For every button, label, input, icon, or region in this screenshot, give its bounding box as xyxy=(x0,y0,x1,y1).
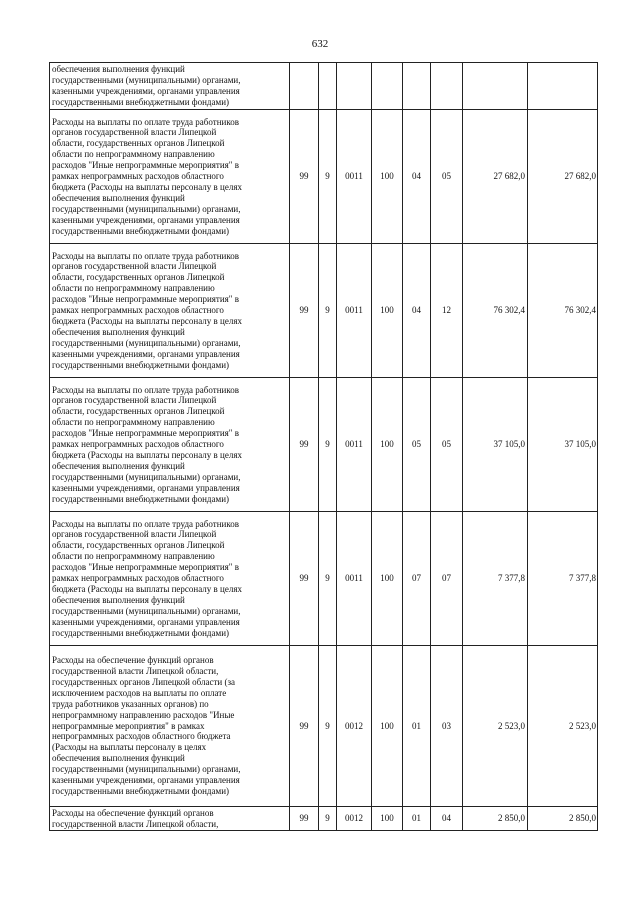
budget-table xyxy=(49,62,598,831)
description-line: государственными (муниципальными) органами, xyxy=(52,75,241,86)
amount-delegated: 7 377,8 xyxy=(528,512,598,646)
amount-total: 7 377,8 xyxy=(463,512,528,646)
description-line: государственными внебюджетными фондами) xyxy=(52,96,230,107)
code-division xyxy=(403,63,431,110)
description-line: Расходы на выплаты по оплате труда работников xyxy=(52,518,239,529)
description-line: органов государственной власти Липецкой xyxy=(52,261,217,272)
description-line: государственными (муниципальными) органами, xyxy=(52,337,241,348)
code-target xyxy=(337,63,372,110)
description-line: области, государственных органов Липецкой xyxy=(52,540,225,551)
description-line: государственными (муниципальными) органами, xyxy=(52,764,241,775)
row-description xyxy=(50,378,290,512)
row-description xyxy=(50,807,290,831)
code-subdivision: 12 xyxy=(431,244,463,378)
description-line: обеспечения выполнения функций xyxy=(52,460,185,471)
code-target: 0011 xyxy=(337,110,372,244)
table-row xyxy=(50,807,598,831)
code-expense-type: 100 xyxy=(372,512,403,646)
row-description xyxy=(50,244,290,378)
code-target: 0012 xyxy=(337,807,372,831)
description-line: государственными (муниципальными) органами, xyxy=(52,203,241,214)
code-section: 99 xyxy=(290,807,319,831)
amount-total: 27 682,0 xyxy=(463,110,528,244)
description-line: бюджета (Расходы на выплаты персоналу в целях xyxy=(52,449,242,460)
amount-delegated: 76 302,4 xyxy=(528,244,598,378)
code-section: 99 xyxy=(290,244,319,378)
description-line: государственными внебюджетными фондами) xyxy=(52,359,230,370)
amount-total: 2 850,0 xyxy=(463,807,528,831)
code-subsection xyxy=(319,63,337,110)
description-line: обеспечения выполнения функций xyxy=(52,753,185,764)
code-subdivision: 05 xyxy=(431,110,463,244)
description-line: расходов "Иные непрограммные мероприятия" в xyxy=(52,294,239,305)
page-number: 632 xyxy=(311,38,329,50)
amount-delegated: 27 682,0 xyxy=(528,110,598,244)
description-line: органов государственной власти Липецкой xyxy=(52,395,217,406)
code-subsection: 9 xyxy=(319,807,337,831)
description-line: казенными учреждениями, органами управления xyxy=(52,214,240,225)
code-section: 99 xyxy=(290,110,319,244)
table-row xyxy=(50,378,598,512)
code-subsection: 9 xyxy=(319,646,337,807)
description-line: расходов "Иные непрограммные мероприятия" в xyxy=(52,428,239,439)
code-division: 04 xyxy=(403,110,431,244)
description-line: органов государственной власти Липецкой xyxy=(52,127,217,138)
amount-total: 76 302,4 xyxy=(463,244,528,378)
table-row xyxy=(50,63,598,110)
code-target: 0012 xyxy=(337,646,372,807)
description-line: казенными учреждениями, органами управления xyxy=(52,348,240,359)
amount-delegated xyxy=(528,63,598,110)
table-row xyxy=(50,110,598,244)
description-line: казенными учреждениями, органами управления xyxy=(52,86,240,96)
amount-delegated: 37 105,0 xyxy=(528,378,598,512)
code-division: 01 xyxy=(403,646,431,807)
code-subsection: 9 xyxy=(319,110,337,244)
description-line: Расходы на обеспечение функций органов xyxy=(52,655,214,666)
description-line: непрограммных расходов областного бюджета xyxy=(52,731,231,742)
table-row xyxy=(50,244,598,378)
description-line: государственными (муниципальными) органами, xyxy=(52,605,241,616)
code-subsection: 9 xyxy=(319,512,337,646)
description-line: казенными учреждениями, органами управления xyxy=(52,482,240,493)
description-line: Расходы на обеспечение функций органов xyxy=(52,807,214,818)
description-line: обеспечения выполнения функций xyxy=(52,594,185,605)
description-line: непрограммному направлению расходов "Иные xyxy=(52,709,235,720)
description-line: рамках непрограммных расходов областного xyxy=(52,171,224,182)
code-division: 04 xyxy=(403,244,431,378)
description-line: государственной власти Липецкой области, xyxy=(52,818,219,829)
description-line: области, государственных органов Липецкой xyxy=(52,406,225,417)
row-description xyxy=(50,110,290,244)
amount-total: 37 105,0 xyxy=(463,378,528,512)
description-line: расходов "Иные непрограммные мероприятия" в xyxy=(52,160,239,171)
table-body xyxy=(50,63,598,831)
description-line: государственными внебюджетными фондами) xyxy=(52,627,230,638)
code-subsection: 9 xyxy=(319,244,337,378)
description-line: государственными внебюджетными фондами) xyxy=(52,493,230,504)
code-expense-type: 100 xyxy=(372,110,403,244)
code-expense-type: 100 xyxy=(372,646,403,807)
description-line: Расходы на выплаты по оплате труда работников xyxy=(52,384,239,395)
table-row xyxy=(50,646,598,807)
description-line: казенными учреждениями, органами управления xyxy=(52,775,240,786)
description-line: области по непрограммному направлению xyxy=(52,417,215,428)
description-line: области по непрограммному направлению xyxy=(52,551,215,562)
amount-total xyxy=(463,63,528,110)
code-target: 0011 xyxy=(337,378,372,512)
description-line: бюджета (Расходы на выплаты персоналу в целях xyxy=(52,583,242,594)
description-line: государственными внебюджетными фондами) xyxy=(52,785,230,796)
description-line: бюджета (Расходы на выплаты персоналу в целях xyxy=(52,315,242,326)
code-division: 07 xyxy=(403,512,431,646)
description-line: непрограммные мероприятия" в рамках xyxy=(52,720,205,731)
code-division: 01 xyxy=(403,807,431,831)
description-line: труда работников указанных органов) по xyxy=(52,698,209,709)
description-line: расходов "Иные непрограммные мероприятия" в xyxy=(52,562,239,573)
description-line: (Расходы на выплаты персоналу в целях xyxy=(52,742,207,753)
description-line: рамках непрограммных расходов областного xyxy=(52,439,224,450)
description-line: государственными внебюджетными фондами) xyxy=(52,225,230,236)
code-section: 99 xyxy=(290,378,319,512)
code-subdivision xyxy=(431,63,463,110)
description-line: области, государственных органов Липецкой xyxy=(52,138,225,149)
description-line: области по непрограммному направлению xyxy=(52,283,215,294)
code-target: 0011 xyxy=(337,512,372,646)
description-line: обеспечения выполнения функций xyxy=(52,326,185,337)
amount-delegated: 2 523,0 xyxy=(528,646,598,807)
code-section: 99 xyxy=(290,512,319,646)
code-expense-type xyxy=(372,63,403,110)
code-subdivision: 07 xyxy=(431,512,463,646)
description-line: области, государственных органов Липецкой xyxy=(52,272,225,283)
description-line: государственной власти Липецкой области, xyxy=(52,666,219,677)
amount-delegated: 2 850,0 xyxy=(528,807,598,831)
description-line: обеспечения выполнения функций xyxy=(52,192,185,203)
row-description xyxy=(50,646,290,807)
description-line: государственными (муниципальными) органами, xyxy=(52,471,241,482)
description-line: области по непрограммному направлению xyxy=(52,149,215,160)
code-subdivision: 05 xyxy=(431,378,463,512)
description-line: Расходы на выплаты по оплате труда работников xyxy=(52,116,239,127)
amount-total: 2 523,0 xyxy=(463,646,528,807)
description-line: рамках непрограммных расходов областного xyxy=(52,573,224,584)
code-section xyxy=(290,63,319,110)
description-line: государственных органов Липецкой области (за xyxy=(52,676,236,687)
code-section: 99 xyxy=(290,646,319,807)
description-line: казенными учреждениями, органами управления xyxy=(52,616,240,627)
table-row xyxy=(50,512,598,646)
description-line: исключением расходов на выплаты по оплате xyxy=(52,687,227,698)
code-subdivision: 04 xyxy=(431,807,463,831)
description-line: Расходы на выплаты по оплате труда работников xyxy=(52,250,239,261)
code-expense-type: 100 xyxy=(372,378,403,512)
row-description xyxy=(50,512,290,646)
row-description xyxy=(50,63,290,110)
description-line: рамках непрограммных расходов областного xyxy=(52,305,224,316)
description-line: органов государственной власти Липецкой xyxy=(52,529,217,540)
code-expense-type: 100 xyxy=(372,807,403,831)
code-target: 0011 xyxy=(337,244,372,378)
code-subdivision: 03 xyxy=(431,646,463,807)
code-division: 05 xyxy=(403,378,431,512)
description-line: бюджета (Расходы на выплаты персоналу в целях xyxy=(52,181,242,192)
code-subsection: 9 xyxy=(319,378,337,512)
code-expense-type: 100 xyxy=(372,244,403,378)
description-line: обеспечения выполнения функций xyxy=(52,64,185,75)
